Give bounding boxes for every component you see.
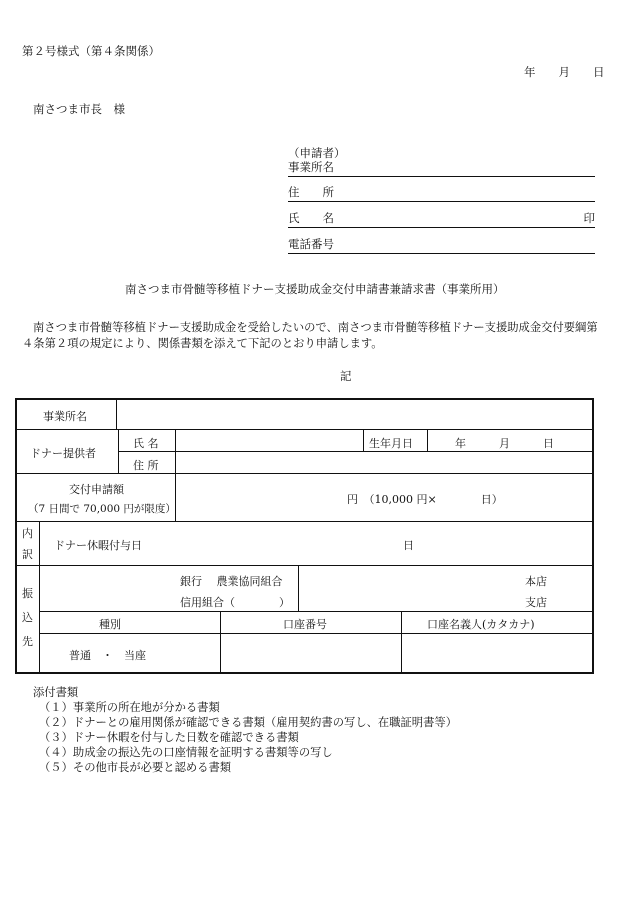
address-field[interactable] — [288, 185, 595, 202]
bank-type-line1[interactable]: 銀行 農業協同組合 — [180, 575, 283, 588]
attachment-item: （３）ドナー休暇を付与した日数を確認できる書類 — [39, 731, 299, 744]
donor-name-input[interactable] — [176, 430, 362, 450]
address-label: 住 所 — [288, 185, 334, 199]
grant-amount-value[interactable]: 円 （10,000 円× 日） — [347, 493, 503, 506]
donor-address-header: 住 所 — [133, 459, 159, 472]
leave-days-value[interactable]: 日 — [403, 539, 414, 552]
transfer-char-1: 振 — [22, 587, 33, 600]
bank-type-line2[interactable]: 信用組合（ ） — [180, 596, 290, 609]
head-office-option[interactable]: 本店 — [525, 575, 547, 588]
attachment-item: （１）事業所の所在地が分かる書類 — [39, 701, 220, 714]
breakdown-char-2: 訳 — [22, 548, 33, 561]
office-name-field[interactable] — [288, 160, 595, 177]
donor-address-input[interactable] — [176, 452, 591, 472]
office-name-input[interactable] — [117, 401, 591, 428]
grant-amount-header: 交付申請額 — [69, 483, 124, 496]
applicant-label: （申請者） — [288, 146, 346, 160]
account-number-input[interactable] — [221, 634, 400, 671]
attachment-item: （２）ドナーとの雇用関係が確認できる書類（雇用契約書の写し、在職証明書等） — [39, 716, 457, 729]
leave-days-header: ドナー休暇付与日 — [54, 539, 142, 552]
donor-name-header: 氏 名 — [133, 437, 159, 450]
donor-provider-header: ドナー提供者 — [30, 447, 96, 460]
account-type-header: 種別 — [99, 618, 121, 631]
form-number: 第２号様式（第４条関係） — [22, 44, 160, 58]
transfer-char-3: 先 — [22, 635, 33, 648]
body-text: 南さつま市骨髄等移植ドナー支援助成金を受給したいので、南さつま市骨髄等移植ドナー支援助成金交付要綱第４条第２項の規定により、関係書類を添えて下記のとおり申請します。 — [22, 321, 598, 350]
application-table — [15, 398, 594, 674]
attachment-item: （４）助成金の振込先の口座情報を証明する書類等の写し — [39, 746, 333, 759]
birth-date-value[interactable]: 年 月 日 — [455, 437, 554, 450]
attachments-list — [33, 685, 457, 775]
document-title: 南さつま市骨髄等移植ドナー支援助成金交付申請書兼請求書（事業所用） — [125, 282, 505, 296]
addressee: 南さつま市長 様 — [33, 102, 125, 116]
office-name-header: 事業所名 — [43, 410, 87, 423]
office-name-label: 事業所名 — [288, 160, 334, 174]
account-number-header: 口座番号 — [283, 618, 327, 631]
account-holder-header: 口座名義人(カタカナ) — [427, 618, 535, 631]
phone-field[interactable] — [288, 237, 595, 254]
branch-option[interactable]: 支店 — [525, 596, 547, 609]
phone-label: 電話番号 — [288, 237, 334, 251]
seal-mark: 印 — [583, 211, 595, 225]
account-type-value[interactable]: 普通 ・ 当座 — [69, 649, 146, 662]
breakdown-char-1: 内 — [22, 527, 33, 540]
transfer-char-2: 込 — [22, 611, 33, 624]
attachment-item: （５）その他市長が必要と認める書類 — [39, 761, 232, 774]
name-label: 氏 名 — [288, 211, 334, 225]
ki-label: 記 — [340, 369, 352, 383]
grant-limit-note: （7 日間で 70,000 円が限度） — [28, 503, 176, 515]
account-holder-input[interactable] — [402, 634, 591, 671]
date-line: 年 月 日 — [524, 65, 605, 79]
attachments-title: 添付書類 — [33, 686, 79, 699]
birth-date-header: 生年月日 — [369, 437, 413, 450]
name-field[interactable] — [288, 211, 595, 228]
